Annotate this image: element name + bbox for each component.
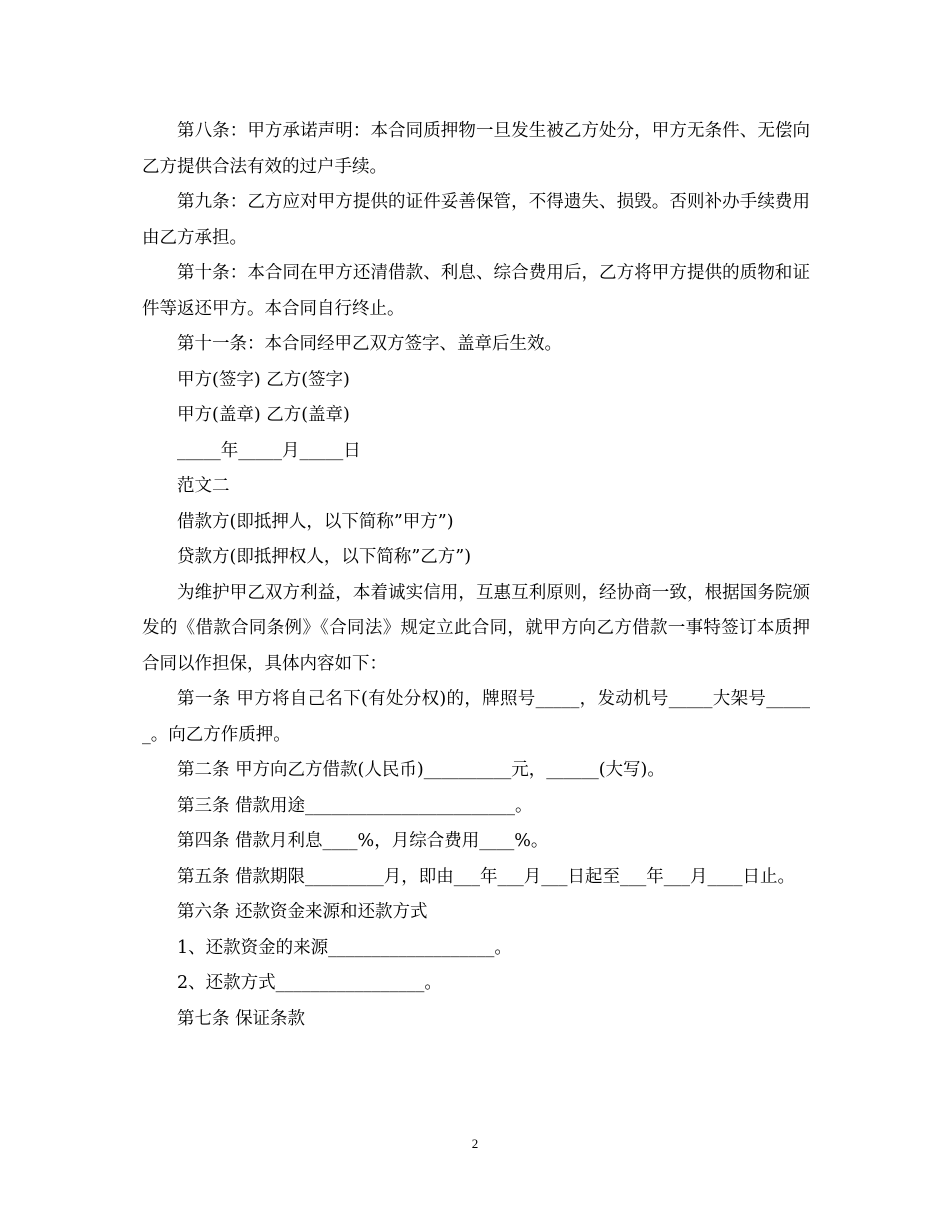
article-7: 第七条 保证条款 [177,1008,306,1029]
article-6: 第六条 还款资金来源和还款方式 [177,902,428,922]
document-body [142,114,810,1037]
date-line: _____年_____月_____日 [177,440,361,461]
repayment-method: 2、还款方式_________________。 [177,973,442,993]
preamble: 为维护甲乙双方利益，本着诚实信用，互惠互利原则，经协商一致，根据国务院颁发的《借款合同条例》《合同法》规定立此合同，就甲方向乙方借款一事特签订本质押合同以作担保，具体内容如下： [142,582,810,674]
page-number: 2 [471,1136,479,1151]
repayment-source: 1、还款资金的来源___________________。 [177,937,512,958]
article-4: 第四条 借款月利息____%，月综合费用____%。 [177,831,549,851]
article-3: 第三条 借款用途________________________。 [177,795,533,816]
clause-9: 第九条：乙方应对甲方提供的证件妥善保管，不得遗失、损毁。否则补办手续费用由乙方承担。 [142,192,810,248]
signature-line: 甲方(签字) 乙方(签字) [177,369,350,390]
article-2: 第二条 甲方向乙方借款(人民币)__________元，______(大写)。 [177,760,665,780]
clause-8: 第八条：甲方承诺声明：本合同质押物一旦发生被乙方处分，甲方无条件、无偿向乙方提供合法有效的过户手续。 [142,121,810,177]
article-5: 第五条 借款期限_________月，即由___年___月___日起至___年___月____日止。 [177,866,796,887]
seal-line: 甲方(盖章) 乙方(盖章) [177,405,350,425]
section-heading: 范文二 [177,476,230,496]
borrower-line: 借款方(即抵押人，以下简称”甲方”) [177,511,454,532]
clause-11: 第十一条：本合同经甲乙双方签字、盖章后生效。 [177,334,562,354]
lender-line: 贷款方(即抵押权人，以下简称”乙方”) [177,547,472,567]
clause-10: 第十条：本合同在甲方还清借款、利息、综合费用后，乙方将甲方提供的质物和证件等返还甲方。本合同自行终止。 [142,263,810,319]
article-1: 第一条 甲方将自己名下(有处分权)的，牌照号_____，发动机号_____大架号______。向乙方作质押。 [142,689,810,745]
